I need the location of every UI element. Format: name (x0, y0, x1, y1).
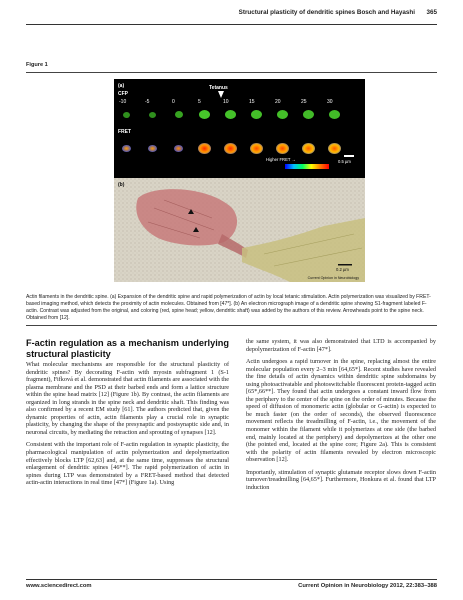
time-label: 25 (301, 99, 307, 105)
scale-label-b: 0.2 µm (336, 267, 349, 272)
footer-citation: Current Opinion in Neurobiology 2012, 22:383–388 (298, 583, 437, 589)
panel-a-label: (a) (118, 83, 125, 89)
figure-1 (114, 79, 365, 282)
left-column (26, 338, 229, 492)
time-label: 30 (327, 99, 333, 105)
page-number: 365 (426, 9, 437, 16)
paragraph: What molecular mechanisms are responsible for the structural plasticity of dendritic spines? By decorating F-actin with myosin subfragment 1 (S-1 fragment), Fifková et al. demonstrated that actin filaments are associated with the plasma membrane and the PSD at their barbed ends and form a lattice structure within the spine head matrix [12] (Figure 1b). By contrast, the actin filaments are organized in long strands in the spine neck and dendritic shaft. This finding was also confirmed by a recent EM study [61]. The authors predicted that, given the dynamic properties of actin, actin filaments play a crucial role in synaptic plasticity, by changing the shape of the presynaptic and postsynaptic side and, in neuronal circuits, by mediating the retraction and sprouting of synapses [12]. (26, 361, 229, 436)
time-label: 10 (223, 99, 229, 105)
running-header (0, 9, 463, 23)
time-label: 0 (172, 99, 175, 105)
cfp-label: CFP (118, 91, 128, 97)
electron-micrograph (114, 178, 365, 282)
time-label: 15 (249, 99, 255, 105)
paragraph: Actin undergoes a rapid turnover in the spine, replacing almost the entire molecular population every 2–3 min [64,65*]. Recent studies have revealed the fine details of actin dynamics within dendritic spine subdomains by using photoactivatable and photoswitchable fluorescent protein-tagged actin [65*,66**]. They found that actin undergoes a constant inward flow from the periphery to the center of the spine on the order of minutes. Because the speed of diffusion of monomeric actin (globular or G-actin) is expected to be much faster (on the order of seconds), the observed fluorescence movement reflects the treadmilling of F-actin, i.e., the movement of the monomer within the filament while it polymerizes at one side (the barbed end, mainly located at the periphery) and depolymerizes at the other one (the pointed end, located at the spine core; Figure 2a). This is consistent with the polarity of actin filaments revealed by electron microscopic observation [12]. (246, 358, 436, 464)
section-heading: F-actin regulation as a mechanism underlying structural plasticity (26, 338, 229, 359)
figure-rule (26, 72, 437, 73)
figure-attribution: Current Opinion in Neurobiology (307, 276, 359, 280)
scale-label-a: 0.5 µm (338, 159, 351, 164)
running-title: Structural plasticity of dendritic spines Bosch and Hayashi (238, 9, 415, 16)
fret-colorbar (285, 164, 329, 169)
right-column (246, 338, 436, 496)
header-rule (26, 24, 437, 25)
panel-b-label: (b) (118, 182, 125, 188)
panel-a (114, 79, 365, 173)
time-label: 20 (275, 99, 281, 105)
time-label: -10 (119, 99, 127, 105)
figure-caption: Actin filaments in the dendritic spine. (a) Expansion of the dendritic spine and rapid polymerization of actin by local tetanic stimulation. Actin polymerization was visualized by FRET-based imaging method, which detects the proximity of actin molecules. Obtained from [47*]. (b) An electron micrograph image of a dendritic spine showing S1-fragment labeled F-actin. Contrast was adjusted from the original, and coloring (red, spine head; yellow, dendritic shaft) was added by the authors of this review. Arrowheads point to the spine neck. Obtained from [12]. (26, 294, 431, 321)
paragraph: the same system, it was also demonstrated that LTD is accompanied by depolymerization of F-actin [47*]. (246, 338, 436, 353)
paragraph: Consistent with the important role of F-actin regulation in synaptic plasticity, the pharmacological manipulation of actin polymerization and depolymerization effectively blocks LTP [62,63] and, at the same time, suppresses the structural enlargement of dendritic spines [46**]. The rapid polymerization of actin in spines during LTP was demonstrated by a FRET-based method that detected actin-actin interactions in real time [47*] (Figure 1a). Using (26, 441, 229, 487)
time-label: -5 (145, 99, 150, 105)
figure-label: Figure 1 (26, 62, 48, 68)
tetanus-arrow-icon (218, 91, 224, 98)
tetanus-label: Tetanus (209, 85, 228, 91)
caption-rule (26, 325, 437, 326)
footer-link[interactable]: www.sciencedirect.com (26, 583, 92, 589)
paragraph: Importantly, stimulation of synaptic glutamate receptor slows down F-actin turnover/treadmilling [64,65*]. Furthermore, Honkura et al. found that LTP induction (246, 468, 436, 491)
scale-bar-a (344, 155, 354, 157)
panel-b (114, 178, 365, 282)
footer-rule (26, 579, 437, 580)
fret-label: FRET (118, 129, 132, 135)
time-label: 5 (198, 99, 201, 105)
higher-fret-label: Higher FRET → (266, 157, 296, 162)
